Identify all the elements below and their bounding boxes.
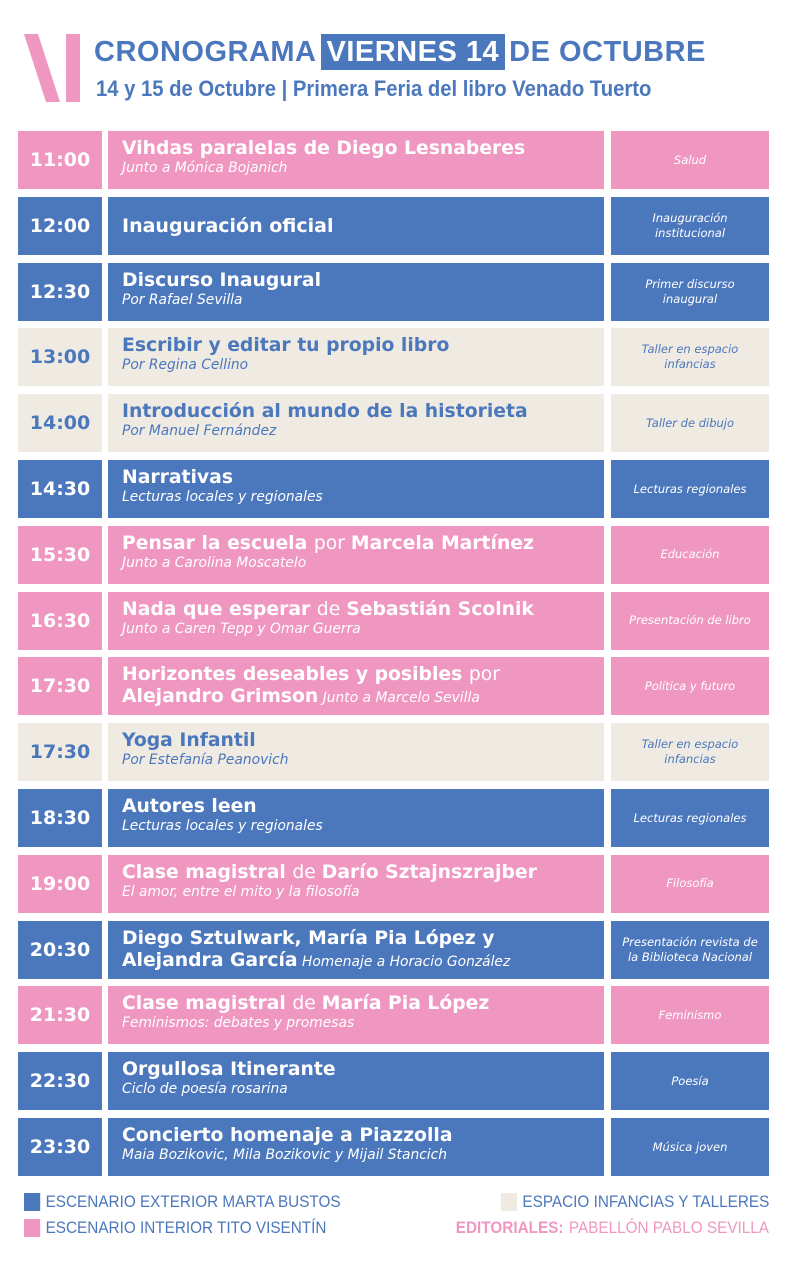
event-time: 18:30 [18, 789, 102, 847]
event-title-segment: Inauguración oficial [122, 214, 334, 237]
event-category: Primer discurso inaugural [611, 263, 769, 321]
event-category: Taller en espacio infancias [611, 328, 769, 386]
legend-editoriales-value: PABELLÓN PABLO SEVILLA [568, 1218, 769, 1237]
event-time: 17:30 [18, 723, 102, 781]
event-details [108, 1118, 604, 1176]
event-category: Lecturas regionales [611, 789, 769, 847]
event-title-segment: de [316, 597, 347, 620]
event-title-segment: María Pia López [321, 992, 490, 1015]
event-category: Presentación revista de la Biblioteca Nacional [611, 921, 769, 979]
event-subtitle: Junto a Mónica Bojanich [122, 160, 288, 176]
event-details [108, 526, 604, 584]
schedule-row [18, 197, 769, 255]
event-subtitle: Maia Bozikovic, Mila Bozikovic y Mijail Stancich [122, 1147, 448, 1163]
event-title2-name: Alejandro Grimson [122, 685, 319, 708]
event-title-segment: Nada que esperar [122, 597, 317, 620]
event-details [108, 131, 604, 189]
event-title-segment: Discurso Inaugural [122, 268, 322, 291]
event-category: Poesía [611, 1052, 769, 1110]
event-title [122, 861, 598, 883]
event-title [122, 334, 598, 356]
event-subtitle: Por Manuel Fernández [122, 423, 277, 440]
schedule-row [18, 592, 769, 650]
event-title [122, 137, 598, 159]
event-title [122, 400, 598, 422]
event-title2-name: Alejandra García [122, 948, 298, 971]
event-title [122, 466, 598, 488]
schedule-row [18, 131, 769, 189]
schedule-row [18, 460, 769, 518]
event-details [108, 263, 604, 321]
event-title-segment: por [313, 531, 351, 554]
event-time: 14:30 [18, 460, 102, 518]
schedule-row [18, 394, 769, 452]
schedule-row [18, 1118, 769, 1176]
event-title-segment: Yoga Infantil [122, 729, 256, 752]
schedule-row [18, 986, 769, 1044]
schedule-row [18, 723, 769, 781]
event-title [122, 1058, 598, 1080]
event-time: 17:30 [18, 657, 102, 715]
event-title-segment: de [292, 860, 322, 883]
event-title [122, 215, 333, 237]
event-title-segment: por [468, 663, 500, 686]
event-title [122, 992, 598, 1014]
event-time: 19:00 [18, 855, 102, 913]
event-title [122, 927, 598, 949]
event-subtitle: Lecturas locales y regionales [122, 818, 323, 834]
event-title [122, 663, 598, 685]
event-title-segment: Sebastián Scolnik [346, 597, 534, 620]
event-subtitle: Por Regina Cellino [122, 357, 249, 374]
legend-swatch-pink [24, 1219, 40, 1237]
event-title-segment: Escribir y editar tu propio libro [122, 334, 450, 357]
legend-infancias-label: ESPACIO INFANCIAS Y TALLERES [522, 1192, 769, 1211]
page-subtitle: 14 y 15 de Octubre | Primera Feria del libro Venado Tuerto [96, 76, 652, 101]
event-category: Filosofía [611, 855, 769, 913]
event-time: 22:30 [18, 1052, 102, 1110]
event-details [108, 921, 604, 979]
event-time: 13:00 [18, 328, 102, 386]
event-title [122, 269, 598, 291]
event-category: Política y futuro [611, 657, 769, 715]
event-time: 21:30 [18, 986, 102, 1044]
legend-editoriales-label: EDITORIALES: [455, 1218, 564, 1237]
event-subtitle: Junto a Carolina Moscatelo [122, 554, 307, 571]
legend-infancias [501, 1192, 769, 1212]
event-time: 14:00 [18, 394, 102, 452]
event-title-segment: Narrativas [122, 466, 234, 488]
event-details [108, 986, 604, 1044]
event-details [108, 328, 604, 386]
event-title2-extra: Junto a Marcelo Sevilla [318, 690, 480, 707]
event-details [108, 855, 604, 913]
event-time: 20:30 [18, 921, 102, 979]
event-time: 11:00 [18, 131, 102, 189]
schedule-row [18, 789, 769, 847]
page-title [94, 34, 706, 70]
event-title-segment: Darío Sztajnszrajber [321, 860, 537, 883]
event-title [122, 1124, 598, 1146]
event-subtitle: Junto a Caren Tepp y Omar Guerra [122, 620, 361, 637]
event-time: 23:30 [18, 1118, 102, 1176]
schedule-row [18, 921, 769, 979]
event-time: 12:30 [18, 263, 102, 321]
event-category: Inauguración institucional [611, 197, 769, 255]
event-details [108, 723, 604, 781]
event-title [122, 598, 598, 620]
event-category: Taller en espacio infancias [611, 723, 769, 781]
event-category: Feminismo [611, 986, 769, 1044]
event-title [122, 532, 598, 554]
event-title-segment: Clase magistral [122, 860, 293, 883]
event-category: Música joven [611, 1118, 769, 1176]
legend-exterior [24, 1192, 341, 1212]
event-title2-extra: Homenaje a Horacio González [297, 953, 511, 970]
event-title-line2 [122, 949, 598, 973]
event-subtitle: Por Rafael Sevilla [122, 291, 243, 308]
event-category: Lecturas regionales [611, 460, 769, 518]
event-time: 12:00 [18, 197, 102, 255]
event-title-segment: Diego Sztulwark, María Pia López y [122, 926, 495, 949]
schedule-row [18, 657, 769, 715]
event-time: 16:30 [18, 592, 102, 650]
event-category: Educación [611, 526, 769, 584]
event-category: Salud [611, 131, 769, 189]
title-post: DE OCTUBRE [509, 35, 706, 68]
title-highlight: VIERNES 14 [321, 34, 506, 70]
event-subtitle: Por Estefanía Peanovich [122, 752, 289, 769]
legend-interior [24, 1218, 326, 1238]
schedule-row [18, 263, 769, 321]
event-details [108, 394, 604, 452]
legend-swatch-cream [501, 1193, 517, 1211]
event-details [108, 789, 604, 847]
event-title-segment: Autores leen [122, 795, 257, 817]
event-title-segment: Introducción al mundo de la historieta [122, 400, 528, 423]
event-subtitle: Feminismos: debates y promesas [122, 1015, 355, 1032]
event-title [122, 729, 598, 751]
event-subtitle: Ciclo de poesía rosarina [122, 1081, 288, 1098]
event-details [108, 657, 604, 715]
legend-editoriales [456, 1218, 769, 1238]
schedule-row [18, 526, 769, 584]
event-details [108, 1052, 604, 1110]
event-title-segment: Orgullosa Itinerante [122, 1058, 336, 1081]
event-details [108, 197, 604, 255]
event-title [122, 795, 598, 817]
event-title-segment: de [292, 992, 322, 1015]
legend-exterior-label: ESCENARIO EXTERIOR MARTA BUSTOS [45, 1192, 341, 1211]
event-title-segment: Clase magistral [122, 992, 293, 1015]
event-title-segment: Marcela Martínez [350, 531, 534, 554]
feria-logo-icon [24, 34, 82, 102]
schedule-row [18, 855, 769, 913]
event-title-segment: Horizontes deseables y posibles [122, 663, 469, 686]
event-title-segment: Pensar la escuela [122, 531, 314, 554]
event-subtitle: Lecturas locales y regionales [122, 489, 323, 505]
legend-interior-label: ESCENARIO INTERIOR TITO VISENTÍN [45, 1218, 327, 1237]
schedule-row [18, 328, 769, 386]
event-details [108, 460, 604, 518]
legend-swatch-blue [24, 1193, 40, 1211]
event-title-line2 [122, 685, 598, 709]
event-subtitle: El amor, entre el mito y la filosofía [122, 883, 360, 900]
event-category: Taller de dibujo [611, 394, 769, 452]
event-category: Presentación de libro [611, 592, 769, 650]
schedule-row [18, 1052, 769, 1110]
event-title-segment: Vihdas paralelas de Diego Lesnaberes [122, 137, 526, 159]
event-details [108, 592, 604, 650]
event-time: 15:30 [18, 526, 102, 584]
event-title-segment: Concierto homenaje a Piazzolla [122, 1124, 453, 1146]
title-pre: CRONOGRAMA [94, 35, 317, 68]
